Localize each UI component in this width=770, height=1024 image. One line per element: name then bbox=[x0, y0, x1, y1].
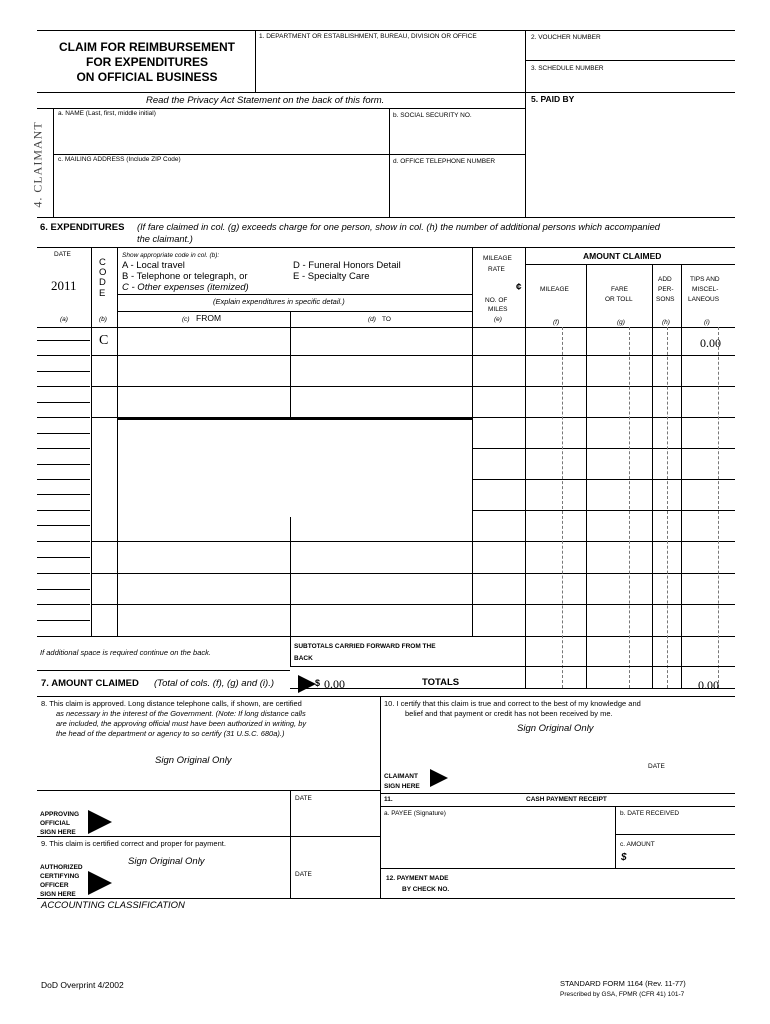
col-e-label: (e) bbox=[494, 316, 502, 323]
claimant-arrow-icon bbox=[430, 769, 448, 787]
continue-note: If additional space is required continue on the back. bbox=[40, 648, 211, 657]
accounting-classification-label: ACCOUNTING CLASSIFICATION bbox=[41, 900, 185, 911]
claimant-sign-label-2: SIGN HERE bbox=[384, 783, 420, 790]
code-a: A - Local travel bbox=[122, 260, 185, 271]
claimant-certification-2: belief and that payment or credit has not been received by me. bbox=[405, 709, 613, 718]
claimant-sign-original: Sign Original Only bbox=[517, 723, 594, 734]
mileage-rate-label-1: MILEAGE bbox=[483, 255, 512, 262]
claimant-name-field[interactable] bbox=[54, 119, 388, 153]
col-add-header-3: SONS bbox=[656, 296, 675, 303]
mileage-rate-label-2: RATE bbox=[488, 266, 505, 273]
amount-claimed-label: 7. AMOUNT CLAIMED bbox=[41, 678, 139, 689]
col-fare-header-1: FARE bbox=[611, 286, 628, 293]
payment-dollar-sign: $ bbox=[621, 852, 627, 863]
office-phone-field[interactable] bbox=[390, 168, 524, 216]
payment-section-number: 11. bbox=[384, 796, 393, 803]
claimant-sign-label-1: CLAIMANT bbox=[384, 773, 418, 780]
expenditures-instruction-1: (If fare claimed in col. (g) exceeds charge for one person, show in col. (h) the number of additional persons which accompanied bbox=[137, 222, 660, 232]
payee-signature-field[interactable] bbox=[381, 820, 614, 867]
col-c-label: (c) bbox=[182, 316, 190, 323]
approving-signature-field[interactable] bbox=[116, 805, 288, 835]
voucher-number-label: 2. VOUCHER NUMBER bbox=[531, 34, 601, 41]
code-letter-e: E bbox=[99, 288, 106, 299]
col-mileage-header: MILEAGE bbox=[540, 286, 569, 293]
form-title-line1: CLAIM FOR REIMBURSEMENT bbox=[59, 40, 235, 54]
approving-arrow-icon bbox=[88, 810, 112, 834]
miles-label-2: MILES bbox=[488, 306, 508, 313]
standard-form-number: STANDARD FORM 1164 (Rev. 11-77) bbox=[560, 979, 686, 988]
privacy-notice: Read the Privacy Act Statement on the back of this form. bbox=[146, 95, 385, 106]
form-title-line2: FOR EXPENDITURES bbox=[85, 55, 208, 69]
explain-label: (Explain expenditures in specific detail.) bbox=[213, 297, 345, 306]
certifying-officer-label-2: CERTIFYING bbox=[40, 873, 80, 880]
code-b: B - Telephone or telegraph, or bbox=[122, 271, 248, 282]
amount-claimed-value[interactable]: 0.00 bbox=[324, 677, 345, 691]
col-tips-header-1: TIPS AND bbox=[690, 276, 720, 283]
col-b-label: (b) bbox=[99, 316, 107, 323]
payment-check-label-1: 12. PAYMENT MADE bbox=[386, 875, 449, 882]
payee-label: a. PAYEE (Signature) bbox=[384, 810, 446, 817]
code-e: E - Specialty Care bbox=[293, 271, 370, 282]
mailing-address-label: c. MAILING ADDRESS (Include ZIP Code) bbox=[58, 156, 181, 163]
amount-claimed-hint: (Total of cols. (f), (g) and (i).) bbox=[154, 678, 275, 689]
certifying-officer-label-1: AUTHORIZED bbox=[40, 864, 83, 871]
certifying-signature-field[interactable] bbox=[116, 868, 288, 897]
certifying-arrow-icon bbox=[88, 871, 112, 895]
approving-label-2: OFFICIAL bbox=[40, 820, 70, 827]
date-column-label: DATE bbox=[54, 251, 71, 258]
voucher-number-field[interactable] bbox=[526, 43, 734, 59]
claimant-certification-1: 10. I certify that this claim is true and correct to the best of my knowledge and bbox=[384, 699, 641, 708]
check-number-field[interactable] bbox=[470, 872, 734, 897]
paid-by-label: 5. PAID BY bbox=[531, 94, 575, 104]
claimant-date-field[interactable] bbox=[645, 773, 733, 792]
date-received-label: b. DATE RECEIVED bbox=[620, 810, 680, 817]
amount-arrow-icon bbox=[298, 675, 316, 693]
department-field[interactable] bbox=[256, 42, 524, 91]
ssn-field[interactable] bbox=[390, 122, 524, 153]
claimant-signature-field[interactable] bbox=[455, 760, 635, 792]
approval-date-label: DATE bbox=[295, 795, 312, 802]
year-value: 2011 bbox=[51, 278, 77, 293]
totals-label: TOTALS bbox=[422, 677, 460, 688]
cash-payment-receipt-label: CASH PAYMENT RECEIPT bbox=[526, 796, 607, 803]
date-received-field[interactable] bbox=[616, 820, 734, 833]
dod-overprint: DoD Overprint 4/2002 bbox=[41, 980, 124, 990]
approval-sign-original: Sign Original Only bbox=[155, 755, 232, 766]
certifying-date-label: DATE bbox=[295, 871, 312, 878]
col-tips-header-2: MISCEL- bbox=[692, 286, 719, 293]
col-i-label: (i) bbox=[704, 319, 710, 326]
approval-statement-4: the head of the department or agency to so certify (31 U.S.C. 680a).) bbox=[56, 729, 285, 738]
col-d-label: (d) bbox=[368, 316, 376, 323]
amount-dollar-sign: $ bbox=[315, 678, 321, 688]
approving-label-1: APPROVING bbox=[40, 811, 80, 818]
form-title-line3: ON OFFICIAL BUSINESS bbox=[76, 70, 218, 84]
claimant-section-label: 4. CLAIMANT bbox=[30, 121, 45, 208]
col-add-header-1: ADD bbox=[658, 276, 672, 283]
row1-tips-value[interactable]: 0.00 bbox=[700, 336, 721, 350]
to-label: TO bbox=[382, 316, 391, 323]
col-a-label: (a) bbox=[60, 316, 68, 323]
approval-date-field[interactable] bbox=[291, 805, 379, 835]
ssn-label: b. SOCIAL SECURITY NO. bbox=[393, 112, 472, 119]
claimant-date-label: DATE bbox=[648, 763, 665, 770]
approval-statement-3: are included, the approving official must have been authorized in writing, by bbox=[56, 719, 307, 728]
code-c: C - Other expenses (itemized) bbox=[122, 282, 249, 293]
accounting-classification-field[interactable] bbox=[37, 912, 735, 962]
approval-statement-1: 8. This claim is approved. Long distance telephone calls, if shown, are certified bbox=[41, 699, 302, 708]
approval-statement-2: as necessary in the interest of the Government. (Note: If long distance calls bbox=[56, 709, 306, 718]
certifying-officer-label-4: SIGN HERE bbox=[40, 891, 76, 898]
subtotals-label-1: SUBTOTALS CARRIED FORWARD FROM THE bbox=[294, 643, 436, 650]
col-f-label: (f) bbox=[553, 319, 560, 326]
expenditures-instruction-2: the claimant.) bbox=[137, 234, 193, 244]
cent-symbol: ¢ bbox=[516, 282, 522, 293]
col-h-label: (h) bbox=[662, 319, 670, 326]
col-add-header-2: PER- bbox=[658, 286, 674, 293]
code-letter-d: D bbox=[99, 277, 106, 288]
certifying-date-field[interactable] bbox=[291, 880, 379, 897]
code-hint: Show appropriate code in col. (b): bbox=[122, 252, 220, 259]
office-phone-label: d. OFFICE TELEPHONE NUMBER bbox=[393, 158, 496, 165]
code-letter-c: C bbox=[99, 257, 106, 268]
mailing-address-field[interactable] bbox=[54, 166, 388, 216]
miles-label-1: NO. OF bbox=[485, 297, 508, 304]
approving-label-3: SIGN HERE bbox=[40, 829, 76, 836]
subtotals-label-2: BACK bbox=[294, 655, 313, 662]
certifying-officer-label-3: OFFICER bbox=[40, 882, 69, 889]
payment-amount-field[interactable] bbox=[632, 850, 734, 867]
from-label: FROM bbox=[196, 313, 222, 323]
schedule-number-field[interactable] bbox=[526, 74, 734, 91]
col-tips-header-3: LANEOUS bbox=[688, 296, 720, 303]
certifying-statement: 9. This claim is certified correct and proper for payment. bbox=[41, 839, 226, 848]
payment-amount-label: c. AMOUNT bbox=[620, 841, 655, 848]
certifying-sign-original: Sign Original Only bbox=[128, 856, 205, 867]
totals-value: 0.00 bbox=[698, 678, 719, 692]
amount-claimed-header: AMOUNT CLAIMED bbox=[583, 251, 662, 261]
department-label: 1. DEPARTMENT OR ESTABLISHMENT, BUREAU, DIVISION OR OFFICE bbox=[259, 33, 477, 40]
row1-code-value[interactable]: C bbox=[99, 333, 109, 348]
code-letter-o: O bbox=[99, 267, 107, 278]
prescribed-by: Prescribed by GSA, FPMR (CFR 41) 101-7 bbox=[560, 991, 685, 998]
schedule-number-label: 3. SCHEDULE NUMBER bbox=[531, 65, 604, 72]
col-fare-header-2: OR TOLL bbox=[605, 296, 633, 303]
col-g-label: (g) bbox=[617, 319, 625, 326]
payment-check-label-2: BY CHECK NO. bbox=[402, 886, 450, 893]
expenditures-heading: 6. EXPENDITURES bbox=[40, 222, 125, 233]
claimant-name-label: a. NAME (Last, first, middle initial) bbox=[58, 110, 156, 117]
code-d: D - Funeral Honors Detail bbox=[293, 260, 401, 271]
